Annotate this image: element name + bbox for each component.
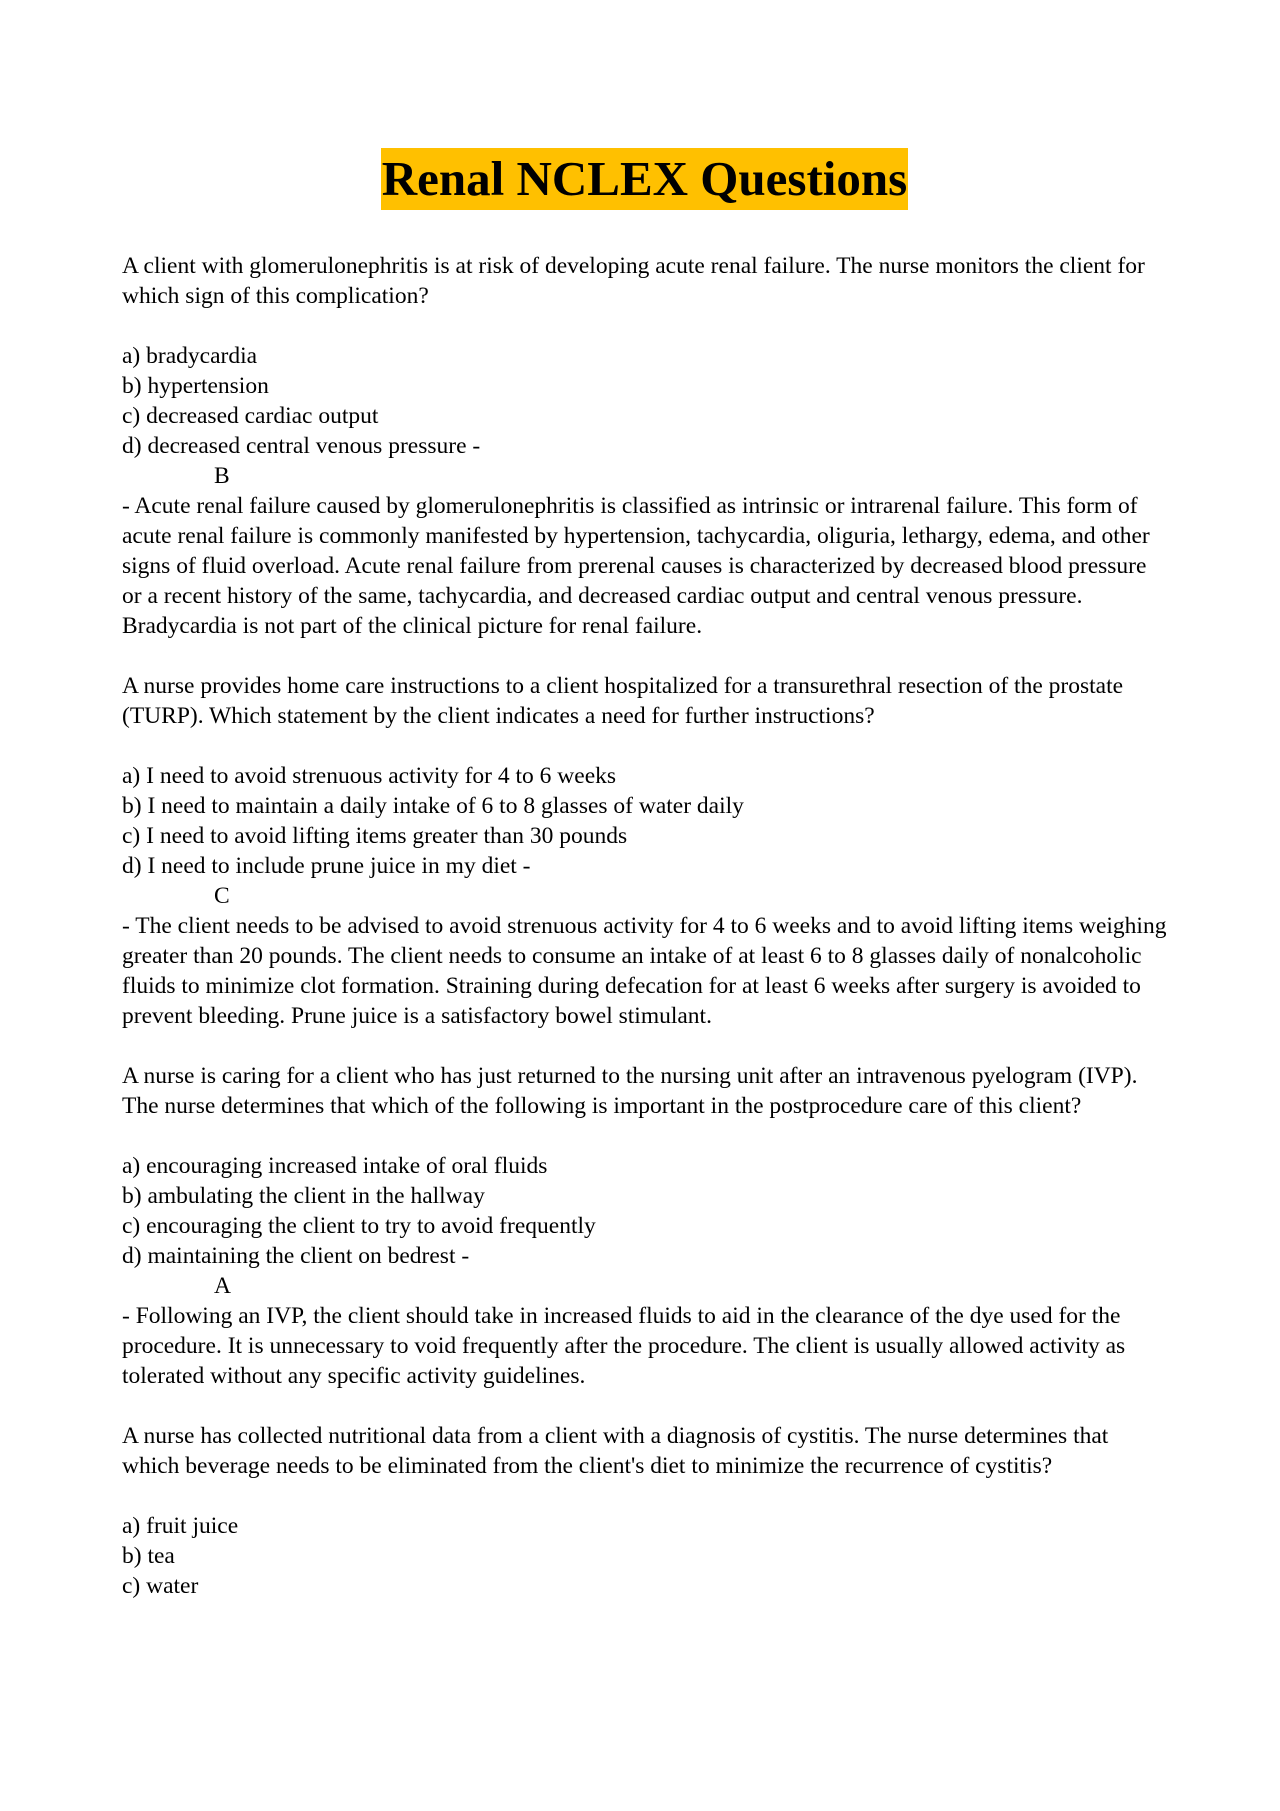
explanation-text: - Following an IVP, the client should take in increased fluids to aid in the clearance of the dye used for the procedure. It is unnecessary to void frequently after the procedure. The client is usually allowed activity as tolerated without any specific activity guidelines. <box>122 1303 1126 1389</box>
options-list <box>122 341 1167 461</box>
question-block-3 <box>122 1061 1167 1391</box>
option-b: b) I need to maintain a daily intake of 6 to 8 glasses of water daily <box>122 793 744 819</box>
options-list <box>122 1511 1167 1601</box>
document-content <box>122 251 1167 1631</box>
title-wrap <box>122 148 1167 210</box>
question-text: A nurse provides home care instructions to a client hospitalized for a transurethral resection of the prostate (TURP). Which statement by the client indicates a need for further instructions? <box>122 673 1124 729</box>
question-text: A client with glomerulonephritis is at risk of developing acute renal failure. The nurse monitors the client for which sign of this complication? <box>122 253 1145 309</box>
options-list <box>122 1151 1167 1271</box>
question-block-2 <box>122 671 1167 1031</box>
option-d: d) maintaining the client on bedrest - <box>122 1243 470 1269</box>
question-block-1 <box>122 251 1167 641</box>
answer-letter: A <box>214 1273 231 1299</box>
option-b: b) ambulating the client in the hallway <box>122 1183 485 1209</box>
option-b: b) hypertension <box>122 373 269 399</box>
option-d: d) decreased central venous pressure - <box>122 433 481 459</box>
question-text: A nurse is caring for a client who has just returned to the nursing unit after an intravenous pyelogram (IVP). The nurse determines that which of the following is important in the postprocedure care of this client? <box>122 1063 1138 1119</box>
option-a: a) bradycardia <box>122 343 258 369</box>
question-block-4 <box>122 1421 1167 1601</box>
option-c: c) I need to avoid lifting items greater than 30 pounds <box>122 823 628 849</box>
document-title: Renal NCLEX Questions <box>381 148 908 210</box>
option-d: d) I need to include prune juice in my diet - <box>122 853 531 879</box>
options-list <box>122 761 1167 881</box>
question-text: A nurse has collected nutritional data from a client with a diagnosis of cystitis. The nurse determines that which beverage needs to be eliminated from the client's diet to minimize the recurrence of cystitis? <box>122 1423 1109 1479</box>
explanation-text: - The client needs to be advised to avoid strenuous activity for 4 to 6 weeks and to avoid lifting items weighing greater than 20 pounds. The client needs to consume an intake of at least 6 to 8 glasses daily of nonalcoholic fluids to minimize clot formation. Straining during defecation for at least 6 weeks after surgery is avoided to prevent bleeding. Prune juice is a satisfactory bowel stimulant. <box>122 913 1167 1029</box>
answer-letter: C <box>214 883 230 909</box>
option-a: a) fruit juice <box>122 1513 239 1539</box>
option-a: a) encouraging increased intake of oral fluids <box>122 1153 548 1179</box>
option-c: c) encouraging the client to try to avoid frequently <box>122 1213 596 1239</box>
option-a: a) I need to avoid strenuous activity for 4 to 6 weeks <box>122 763 617 789</box>
option-c: c) decreased cardiac output <box>122 403 379 429</box>
answer-letter: B <box>214 463 230 489</box>
option-b: b) tea <box>122 1543 175 1569</box>
explanation-text: - Acute renal failure caused by glomerulonephritis is classified as intrinsic or intrarenal failure. This form of acute renal failure is commonly manifested by hypertension, tachycardia, oliguria, lethargy, edema, and other signs of fluid overload. Acute renal failure from prerenal causes is characterized by decreased blood pressure or a recent history of the same, tachycardia, and decreased cardiac output and central venous pressure. Bradycardia is not part of the clinical picture for renal failure. <box>122 493 1150 639</box>
option-c: c) water <box>122 1573 199 1599</box>
